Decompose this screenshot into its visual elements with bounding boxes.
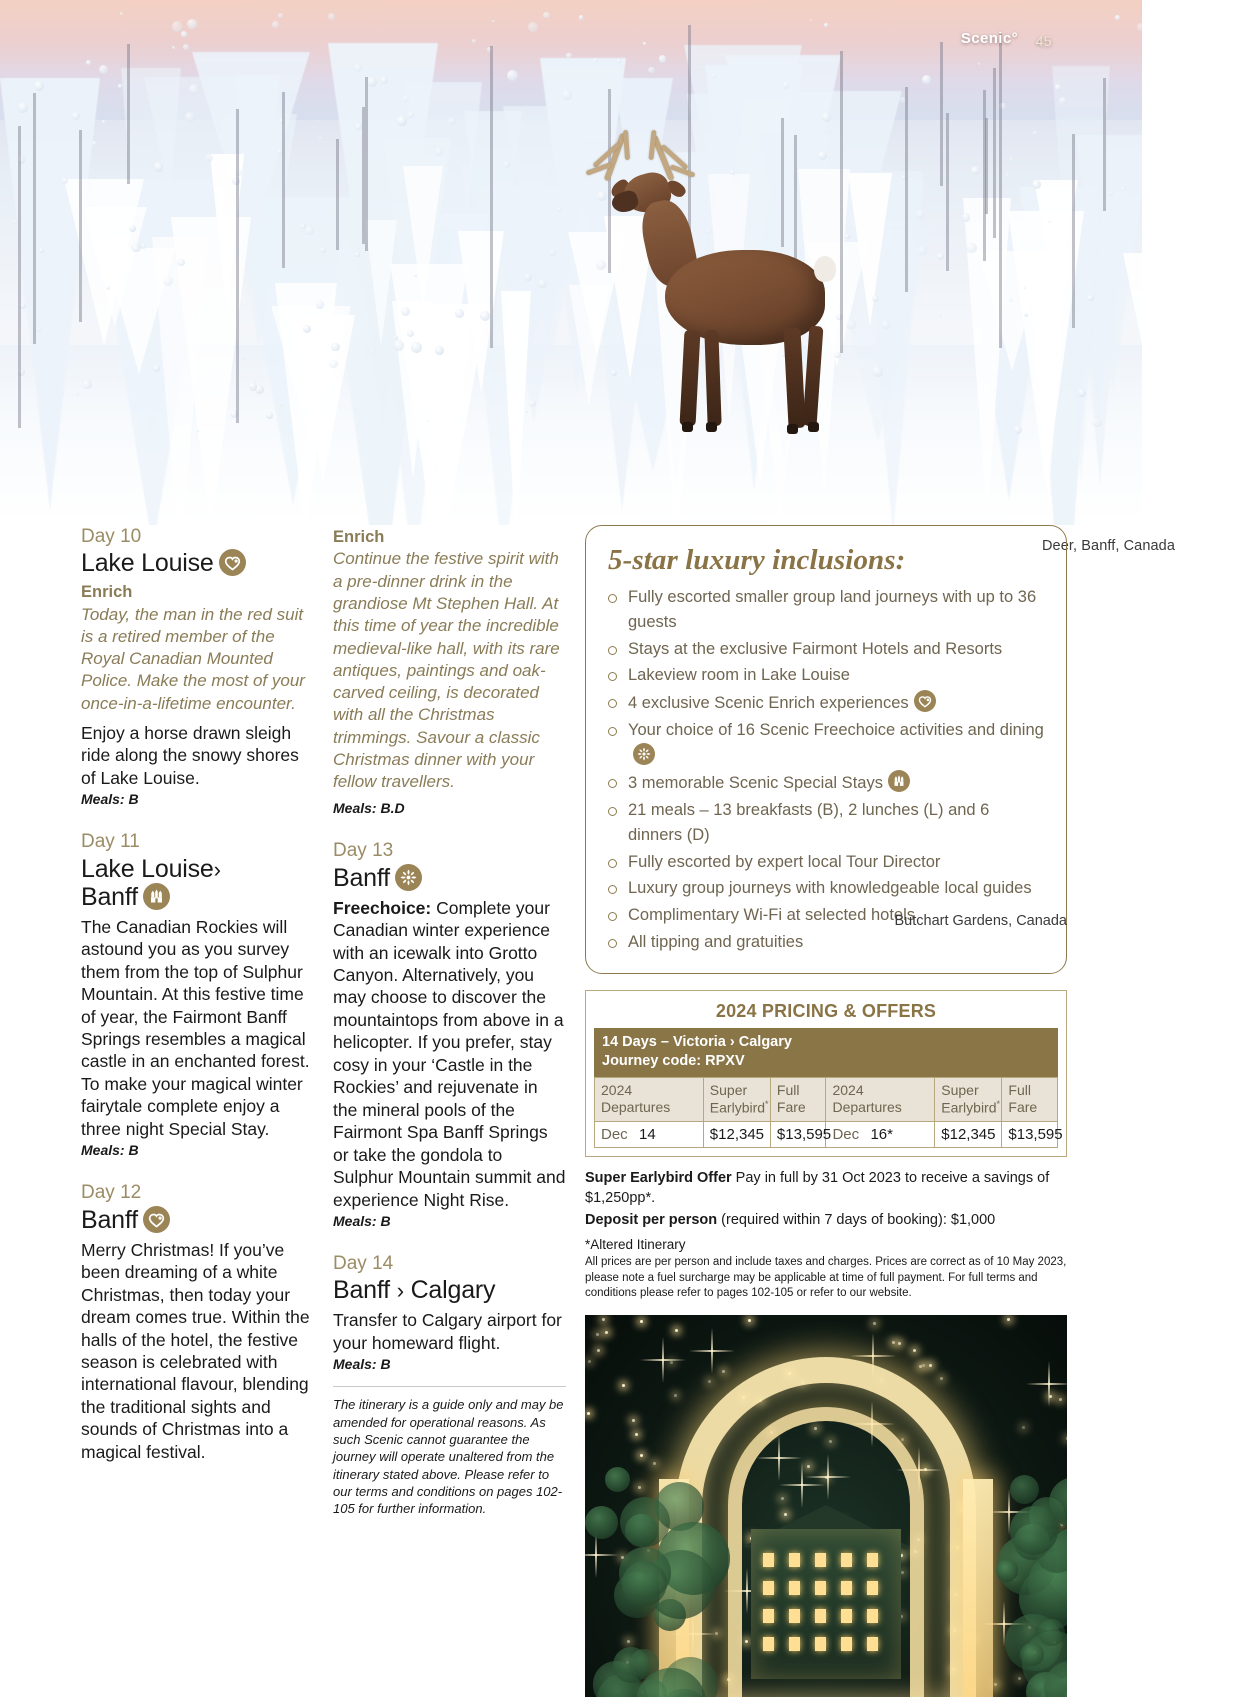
deposit-note	[585, 1210, 1067, 1231]
inclusion-item	[606, 637, 1046, 662]
enrich-description: Continue the festive spirit with a pre-dinner drink in the grandiose Mt Stephen Hall. At this time of year the incredible medieval-like hall, with its rare antiques, paintings and oak-carved ceiling, is decorated with all the Christmas trimmings. Savour a classic Christmas dinner with your fellow travellers.	[333, 549, 560, 792]
freechoice-icon	[395, 864, 422, 891]
inclusion-item	[606, 876, 1046, 901]
col-header-departures-left: 2024 Departures	[595, 1077, 704, 1121]
inclusion-item	[606, 690, 1046, 716]
super-earlybird-note	[585, 1168, 1067, 1209]
day-right: 16*	[870, 1125, 893, 1143]
day-description: The Canadian Rockies will astound you as you survey them from the top of Sulphur Mountain. At this festive time of year, the Fairmont Banff Springs resembles a magical castle in an enchanted forest. To make your magical winter fairytale complete enjoy a three night Special Stay.	[81, 916, 310, 1139]
day-title-text-2: Calgary	[410, 1276, 496, 1305]
inclusion-item	[606, 770, 1046, 796]
day-title-text: Banff	[333, 1276, 390, 1305]
deer-illustration	[590, 130, 890, 520]
table-row	[595, 1121, 1058, 1147]
inclusion-text: All tipping and gratuities	[628, 932, 804, 951]
special-stay-castle-icon	[888, 770, 910, 792]
meals-note: Meals: B	[333, 1213, 391, 1230]
journey-header	[594, 1028, 1058, 1077]
butchart-gardens-photo	[585, 1315, 1067, 1697]
day-title-text-2: Banff	[81, 882, 138, 911]
deposit-label: Deposit per person	[585, 1211, 718, 1228]
altered-itinerary-note: *Altered Itinerary	[585, 1237, 686, 1253]
deposit-text: (required within 7 days of booking): $1,000	[717, 1211, 996, 1228]
super-earlybird-text: Pay in full by 31 Oct 2023 to receive a savings of $1,250pp*.	[585, 1169, 1050, 1207]
inclusion-text: Complimentary Wi-Fi at selected hotels	[628, 906, 916, 924]
day-title	[81, 855, 314, 911]
day-label: Day 10	[81, 526, 142, 547]
day-label: Day 12	[81, 1182, 142, 1204]
day-title-text: Banff	[81, 1205, 138, 1234]
itinerary-column-2	[333, 525, 566, 1517]
itinerary-column-1	[81, 525, 314, 1465]
itinerary-day-13	[333, 839, 566, 1229]
inclusion-text: Your choice of 16 Scenic Freechoice activities and dining	[628, 720, 1044, 739]
divider	[333, 1386, 566, 1387]
freechoice-text: Complete your Canadian winter experience with an icewalk into Grotto Canyon. Alternatively, you may choose to discover the mountaintops from above in a helicopter. If you prefer, stay cosy in your ‘Castle in the Rockies’ and rejuvenate in the mineral pools of the Fairmont Spa Banff Springs or take the gondola to Sulphur Mountain summit and experience Night Rise.	[333, 897, 566, 1210]
inclusion-text: Lakeview room in Lake Louise	[628, 666, 850, 685]
col-header-full-fare-right: Full Fare	[1002, 1077, 1058, 1121]
chevron-icon: ›	[396, 1278, 404, 1304]
day-title	[333, 864, 566, 892]
inclusion-item	[606, 930, 1046, 955]
col-header-super-earlybird-right: Super Earlybird*	[935, 1077, 1002, 1121]
day-title	[333, 1276, 566, 1304]
pricing-card	[585, 990, 1067, 1157]
enrich-description: Today, the man in the red suit is a retired member of the Royal Canadian Mounted Police. Make the most of your once-in-a-lifetime encounter.	[81, 604, 305, 713]
super-earlybird-label: Super Earlybird Offer	[585, 1169, 732, 1186]
day-title	[81, 1206, 314, 1234]
inclusions-heading: 5-star luxury inclusions:	[608, 544, 906, 576]
inclusions-list	[606, 585, 1046, 955]
freechoice-label: Freechoice:	[333, 897, 432, 918]
light-arch-inner	[728, 1407, 924, 1697]
day-label: Day 11	[81, 831, 140, 853]
col-header-super-earlybird-left: Super Earlybird*	[703, 1077, 770, 1121]
enrich-label: Enrich	[333, 528, 385, 546]
inclusions-card	[585, 525, 1067, 974]
inclusion-item	[606, 850, 1046, 875]
day-title-text: Lake Louise	[81, 549, 214, 578]
page-number: 45	[1035, 33, 1052, 49]
inclusion-text: Fully escorted by expert local Tour Director	[628, 852, 941, 871]
cell-departure-right	[826, 1121, 935, 1147]
itinerary-disclaimer: The itinerary is a guide only and may be amended for operational reasons. As such Scenic cannot guarantee the journey will operate unaltered from the itinerary stated above. Please refer to our terms and conditions on pages 102-105 for further information.	[333, 1397, 564, 1517]
enrich-label: Enrich	[81, 583, 133, 602]
itinerary-day-10	[81, 525, 314, 807]
hero-image	[0, 0, 1142, 525]
day-title-text: Lake Louise	[81, 854, 214, 883]
day-description: Enjoy a horse drawn sleigh ride along the snowy shores of Lake Louise.	[81, 722, 299, 788]
meals-note: Meals: B	[81, 791, 139, 808]
offers-column	[585, 525, 1067, 1697]
cell-full-fare-left: $13,595	[770, 1121, 826, 1147]
inclusion-item	[606, 718, 1046, 769]
itinerary-day-11	[81, 830, 314, 1158]
cell-super-earlybird-left: $12,345	[703, 1121, 770, 1147]
day-description: Merry Christmas! If you’ve been dreaming of a white Christmas, then today your dream comes true. Within the halls of the hotel, the festive season is celebrated with international flavour, blending the traditional sights and sounds of Christmas into a magical festival.	[81, 1239, 310, 1462]
meals-note: Meals: B	[81, 1142, 139, 1159]
enrich-heart-icon	[914, 690, 936, 712]
cell-full-fare-right: $13,595	[1002, 1121, 1058, 1147]
col-header-full-fare-left: Full Fare	[770, 1077, 826, 1121]
journey-name: 14 Days – Victoria › Calgary	[602, 1033, 792, 1050]
inclusion-item	[606, 663, 1046, 688]
hero-caption: Deer, Banff, Canada	[1041, 538, 1175, 554]
pricing-fine-print: All prices are per person and include taxes and charges. Prices are correct as of 10 May 2023, please note a fuel surcharge may be applicable at time of full payment. For full terms and conditions please refer to pages 102-105 or refer to our website.	[585, 1256, 1067, 1299]
day-left: 14	[639, 1125, 656, 1143]
day-description: Transfer to Calgary airport for your homeward flight.	[333, 1310, 562, 1353]
month-right: Dec	[832, 1125, 860, 1143]
inclusion-text: Luxury group journeys with knowledgeable local guides	[628, 879, 1032, 898]
itinerary-day-14	[333, 1252, 566, 1372]
enrich-heart-icon	[143, 1206, 170, 1233]
inclusion-item	[606, 585, 1046, 635]
inclusion-text: 3 memorable Scenic Special Stays	[628, 774, 883, 793]
bottom-caption: Butchart Gardens, Canada	[894, 913, 1067, 929]
itinerary-day-12	[81, 1181, 314, 1463]
day-label: Day 14	[333, 1253, 394, 1275]
meals-note: Meals: B.D	[333, 800, 405, 817]
month-left: Dec	[601, 1125, 628, 1143]
inclusion-text: Fully escorted smaller group land journeys with up to 36 guests	[628, 588, 1037, 631]
inclusion-item	[606, 798, 1046, 848]
journey-code: Journey code: RPXV	[602, 1052, 745, 1069]
day-title	[81, 549, 314, 577]
inclusion-text: 21 meals – 13 breakfasts (B), 2 lunches (L) and 6 dinners (D)	[628, 801, 990, 844]
pricing-title: 2024 PRICING & OFFERS	[715, 1000, 937, 1021]
day-title-text: Banff	[333, 863, 390, 892]
special-stay-castle-icon	[143, 883, 170, 910]
brand-logo: Scenic°	[960, 30, 1018, 47]
day-label: Day 13	[333, 840, 394, 862]
table-header-row	[595, 1077, 1058, 1121]
inclusion-text: Stays at the exclusive Fairmont Hotels and Resorts	[628, 639, 1003, 658]
enrich-heart-icon	[219, 549, 246, 576]
freechoice-icon	[633, 743, 655, 765]
meals-note: Meals: B	[333, 1356, 391, 1373]
col-header-departures-right: 2024 Departures	[826, 1077, 935, 1121]
inclusion-text: 4 exclusive Scenic Enrich experiences	[628, 694, 909, 712]
cell-departure-left	[595, 1121, 704, 1147]
chevron-icon: ›	[213, 856, 221, 882]
light-column-right	[963, 1479, 993, 1697]
cell-super-earlybird-right: $12,345	[935, 1121, 1002, 1147]
day-description	[333, 897, 566, 1212]
pricing-table	[594, 1077, 1063, 1148]
